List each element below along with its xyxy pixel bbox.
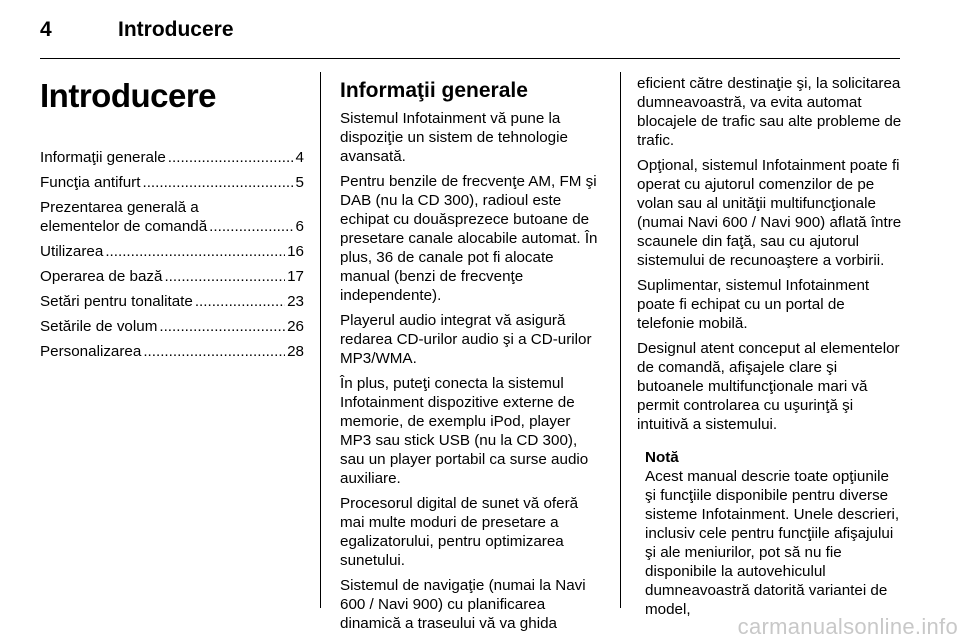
column-divider-2 [620, 72, 621, 608]
paragraph: În plus, puteţi conecta la sistemul Infotainment dispozitive externe de memorie, de exemplu iPod, player MP3 sau stick USB (nu la CD 300), sau un player portabil ca surse audio auxiliare. [340, 375, 589, 487]
toc-item-functia-antifurt[interactable] [40, 173, 304, 192]
toc-page: 17 [287, 268, 304, 285]
paragraph: Sistemul de navigaţie (numai la Navi 600 / Navi 900) cu planificarea dinamică a traseului vă va ghida [340, 577, 586, 632]
toc-label: Operarea de bază [40, 268, 163, 285]
note-box [645, 448, 902, 619]
toc-leader [209, 217, 293, 236]
toc-leader [164, 267, 285, 286]
toc-label-line1: Prezentarea generală a [40, 199, 199, 216]
toc-label: Setări pentru tonalitate [40, 293, 193, 310]
note-text: Acest manual descrie toate opţiunile şi funcţiile disponibile pentru diverse sisteme Infotainment. Unele descrieri, inclusiv cele pentru funcţiile afişajului şi ale meniurilor, pot să nu fie disponibile la autovehiculul dumneavoastră datorită variantei de model, [645, 468, 900, 618]
toc-item-operarea-de-baza[interactable] [40, 267, 304, 286]
toc-label: elementelor de comandă [40, 218, 208, 235]
toc-leader [159, 317, 285, 336]
toc-item-prezentarea-generala[interactable] [40, 198, 304, 236]
toc-leader [143, 342, 285, 361]
paragraph: Designul atent conceput al elementelor de comandă, afişajele clare şi butoanele multifuncţionale mari vă permit controlarea cu uşurinţă şi intuitivă a sistemului. [637, 340, 900, 433]
paragraph: Suplimentar, sistemul Infotainment poate fi echipat cu un portal de telefonie mobilă. [637, 277, 870, 332]
toc-item-setari-tonalitate[interactable] [40, 292, 304, 311]
toc-label: Funcţia antifurt [40, 174, 141, 191]
toc-label: Informaţii generale [40, 149, 166, 166]
table-of-contents [40, 148, 304, 361]
toc-item-personalizarea[interactable] [40, 342, 304, 361]
toc-column [40, 74, 304, 367]
body-column-2 [340, 74, 605, 639]
note-title: Notă [645, 449, 679, 466]
toc-item-utilizarea[interactable] [40, 242, 304, 261]
column-divider-1 [320, 72, 321, 608]
toc-page: 16 [287, 243, 304, 260]
page-number: 4 [40, 18, 52, 41]
toc-page: 26 [287, 318, 304, 335]
paragraph: Sistemul Infotainment vă pune la dispoziţie un sistem de tehnologie avansată. [340, 110, 568, 165]
paragraph: eficient către destinaţie şi, la solicitarea dumneavoastră, va evita automat blocajele de trafic sau alte probleme de trafic. [637, 75, 902, 149]
watermark: carmanualsonline.info [737, 614, 958, 639]
toc-leader [105, 242, 285, 261]
toc-page: 6 [295, 218, 304, 235]
toc-page: 5 [295, 174, 304, 191]
toc-item-informatii-generale[interactable] [40, 148, 304, 167]
toc-page: 23 [287, 293, 304, 310]
toc-label: Utilizarea [40, 243, 104, 260]
paragraph: Playerul audio integrat vă asigură redarea CD-urilor audio şi a CD-urilor MP3/WMA. [340, 312, 592, 367]
toc-leader [142, 173, 293, 192]
toc-item-setarile-de-volum[interactable] [40, 317, 304, 336]
paragraph: Procesorul digital de sunet vă oferă mai multe moduri de presetare a egalizatorului, pentru optimizarea sunetului. [340, 495, 579, 569]
toc-label: Setările de volum [40, 318, 158, 335]
chapter-title: Introducere [40, 77, 217, 114]
section-title: Informaţii generale [340, 79, 528, 102]
toc-leader [168, 148, 294, 167]
paragraph: Pentru benzile de frecvenţe AM, FM şi DAB (nu la CD 300), radioul este echipat cu douăsprezece butoane de presetare canale alocabile automat. În plus, 36 de canale pot fi alocate manual (benzi de frecvenţe independente). [340, 173, 598, 304]
toc-leader [195, 292, 285, 311]
paragraph: Opţional, sistemul Infotainment poate fi operat cu ajutorul comenzilor de pe volan sau al unităţii multifuncţionale (numai Navi 600 / Navi 900) aflată între scaunele din faţă, sau cu ajutorul sistemului de recunoaştere a vorbirii. [637, 157, 902, 269]
header-rule [40, 58, 900, 59]
toc-label: Personalizarea [40, 343, 142, 360]
toc-page: 28 [287, 343, 304, 360]
body-column-3 [637, 74, 902, 619]
running-title: Introducere [118, 18, 234, 41]
toc-page: 4 [295, 149, 304, 166]
